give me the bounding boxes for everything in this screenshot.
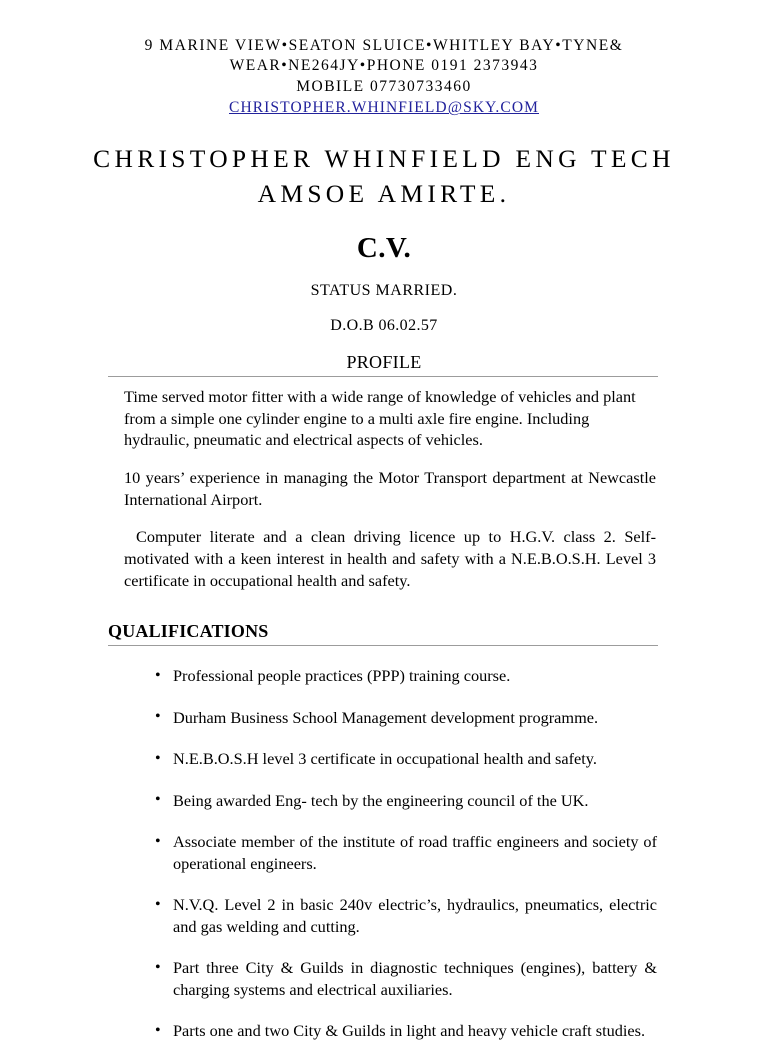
list-item-label: N.V.Q. Level 2 in basic 240v electric’s, hydraulics, pneumatics, electric and gas welding and cutting. <box>173 895 657 936</box>
qualifications-section-header <box>108 621 658 646</box>
email-link[interactable]: CHRISTOPHER.WHINFIELD@SKY.COM <box>229 99 539 117</box>
list-item <box>155 1020 657 1042</box>
profile-paragraph-2: 10 years’ experience in managing the Motor Transport department at Newcastle International Airport. <box>124 468 656 509</box>
list-item <box>155 748 657 770</box>
list-item-label: Parts one and two City & Guilds in light and heavy vehicle craft studies. <box>173 1021 646 1041</box>
profile-divider <box>108 376 658 377</box>
profile-paragraph-1: Time served motor fitter with a wide range of knowledge of vehicles and plant from a simple one cylinder engine to a multi axle fire engine. Including hydraulic, pneumatic and electrical aspects of vehicles. <box>124 387 636 450</box>
list-item <box>155 707 657 729</box>
list-item-label: Durham Business School Management development programme. <box>173 707 599 727</box>
profile-body <box>124 386 656 591</box>
qualifications-divider <box>108 645 658 646</box>
contact-address-line-1: 9 MARINE VIEW•SEATON SLUICE•WHITLEY BAY•TYNE& <box>144 37 624 54</box>
bullet-icon: • <box>155 958 161 976</box>
list-item-label: Part three City & Guilds in diagnostic techniques (engines), battery & charging systems and electrical auxiliaries. <box>173 958 657 999</box>
contact-email-line <box>0 98 768 118</box>
bullet-icon: • <box>155 708 161 726</box>
list-item-label: N.E.B.O.S.H level 3 certificate in occupational health and safety. <box>173 749 597 769</box>
contact-address-line-2: WEAR•NE264JY•PHONE 0191 2373943 <box>229 57 539 75</box>
list-item <box>155 790 657 812</box>
bullet-icon: • <box>155 791 161 809</box>
page-title: CHRISTOPHER WHINFIELD ENG TECH AMSOE AMIRTE. <box>93 143 675 208</box>
list-item <box>155 894 657 937</box>
contact-mobile-line: MOBILE 07730733460 <box>296 77 472 95</box>
bullet-icon: • <box>155 1021 161 1039</box>
list-item-label: Being awarded Eng- tech by the engineering council of the UK. <box>173 790 589 810</box>
list-item-label: Associate member of the institute of road traffic engineers and society of operational engineers. <box>173 832 657 873</box>
list-item <box>155 957 657 1000</box>
bullet-icon: • <box>155 832 161 850</box>
date-of-birth: D.O.B 06.02.57 <box>330 317 438 335</box>
qualifications-list <box>155 665 657 1042</box>
list-item <box>155 831 657 874</box>
bullet-icon: • <box>155 749 161 767</box>
list-item-label: Professional people practices (PPP) training course. <box>173 666 511 686</box>
cv-title: C.V. <box>356 232 412 265</box>
profile-paragraph-3: Computer literate and a clean driving licence up to H.G.V. class 2. Self-motivated with a keen interest in health and safety with a N.E.B.O.S.H. Level 3 certificate in occupational health and safety. <box>124 527 656 590</box>
section-heading-qualifications: QUALIFICATIONS <box>108 621 269 642</box>
section-heading-profile: PROFILE <box>346 352 422 373</box>
bullet-icon: • <box>155 666 161 684</box>
bullet-icon: • <box>155 895 161 913</box>
contact-header <box>0 0 768 119</box>
list-item <box>155 665 657 687</box>
marital-status: STATUS MARRIED. <box>310 282 458 300</box>
